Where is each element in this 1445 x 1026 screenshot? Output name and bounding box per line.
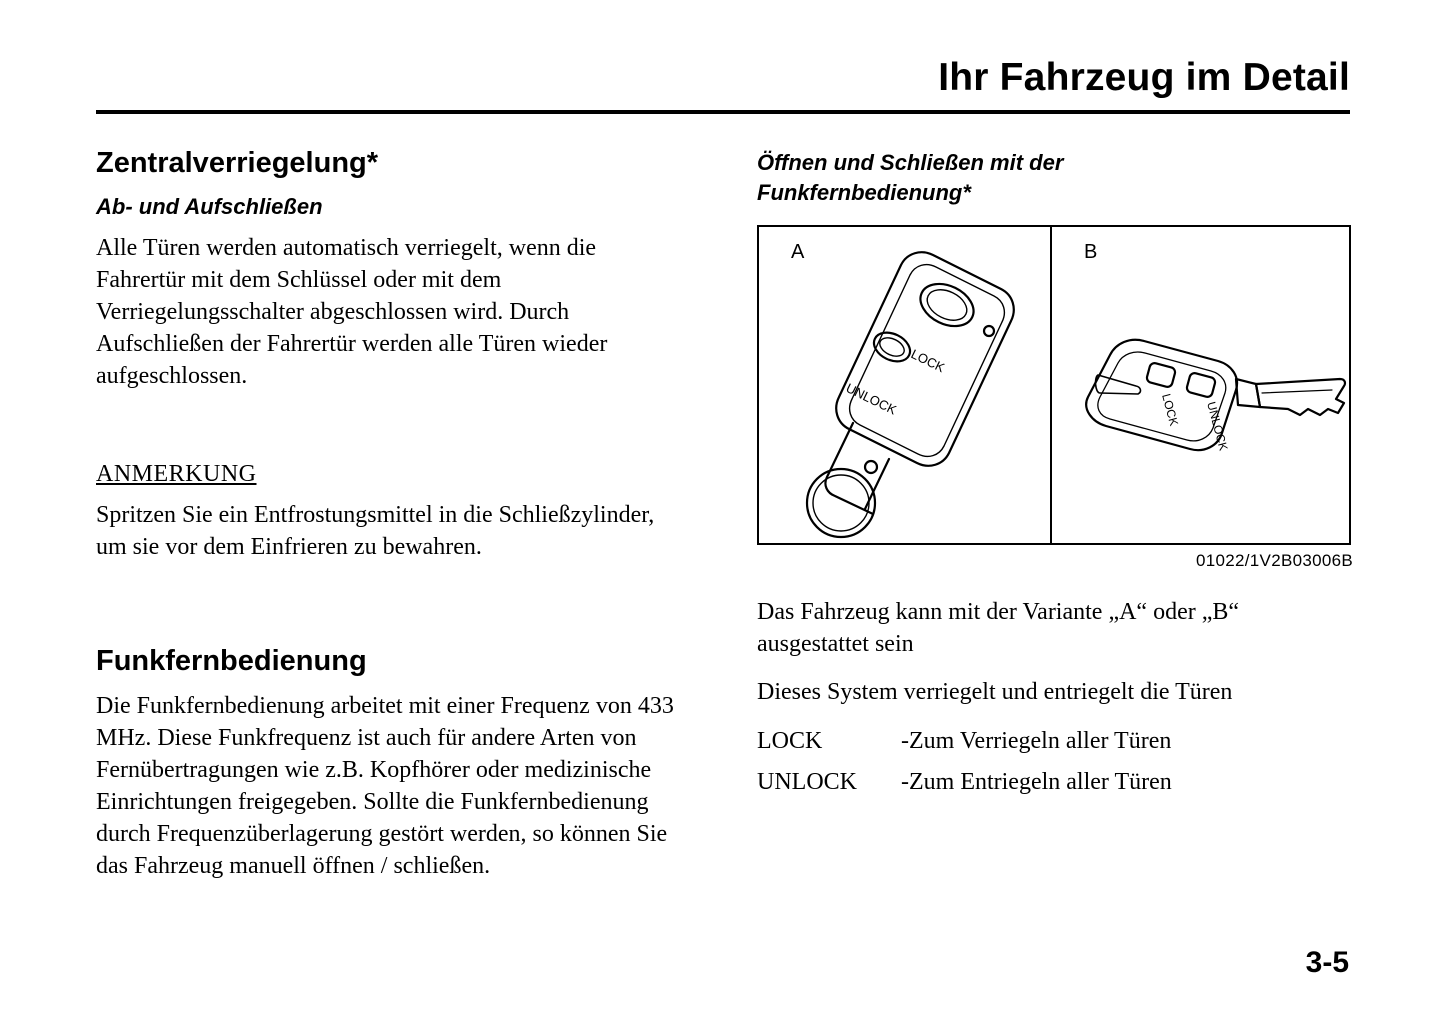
spacer <box>96 580 686 646</box>
key-fob-variant-a-illustration <box>761 227 1051 543</box>
figure-label-a: A <box>791 241 805 264</box>
spacer <box>96 409 686 461</box>
fob-a-unlock-label: UNLOCK <box>843 380 899 418</box>
paragraph-variants: Das Fahrzeug kann mit der Variante „A“ oder „B“ ausgestattet sein <box>757 599 1240 658</box>
subsection-title-locking-unlocking: Ab- und Aufschließen <box>96 193 323 219</box>
key-fob-variant-b-illustration <box>1052 227 1350 543</box>
definition-term-lock: LOCK <box>757 728 823 755</box>
key-fob-figure <box>757 225 1351 545</box>
definition-desc-lock: -Zum Verriegeln aller Türen <box>901 728 1172 755</box>
definition-desc-unlock: -Zum Entriegeln aller Türen <box>901 769 1172 796</box>
right-column <box>757 148 1353 808</box>
paragraph-central-locking: Alle Türen werden automatisch verriegelt, wenn die Fahrertür mit dem Schlüssel oder mit dem Verriegelungsschalter abgeschlossen wird. Durch Aufschließen der Fahrertür werden alle Türen wieder aufgeschlossen. <box>96 235 608 389</box>
figure-label-b: B <box>1084 241 1098 264</box>
definition-row-lock <box>757 725 1353 757</box>
subsection-title-remote-line1: Öffnen und Schließen mit der <box>757 150 1064 175</box>
section-title-remote-control: Funkfernbedienung <box>96 644 367 677</box>
definition-term-unlock: UNLOCK <box>757 769 857 796</box>
note-paragraph: Spritzen Sie ein Entfrostungsmittel in die Schließzylinder, um sie vor dem Einfrieren zu bewahren. <box>96 501 655 560</box>
note-heading: ANMERKUNG <box>96 460 257 487</box>
definition-row-unlock <box>757 766 1353 798</box>
page-number: 3-5 <box>1305 946 1349 979</box>
paragraph-system-function: Dieses System verriegelt und entriegelt die Türen <box>757 679 1233 706</box>
subsection-title-remote-line2: Funkfernbedienung* <box>757 179 971 205</box>
paragraph-remote-control: Die Funkfernbedienung arbeitet mit einer Frequenz von 433 MHz. Diese Funkfrequenz ist auch für andere Arten von Fernübertragungen wie z.B. Kopfhörer oder medizinische Einrichtungen freigegeben. Sollte die Funkfernbedienung durch Frequenzüberlagerung gestört werden, so können Sie das Fahrzeug manuell öffnen / schließen. <box>96 693 674 879</box>
page-header <box>96 58 1350 114</box>
fob-a-lock-label: LOCK <box>908 346 948 376</box>
section-title-central-locking: Zentralverriegelung* <box>96 147 379 179</box>
figure-caption: 01022/1V2B03006B <box>1196 551 1353 571</box>
header-divider <box>96 110 1350 114</box>
spacer <box>757 571 1353 597</box>
fob-b-lock-label: LOCK <box>1159 392 1182 428</box>
page-title: Ihr Fahrzeug im Detail <box>938 56 1350 99</box>
left-column <box>96 148 686 899</box>
fob-b-unlock-label: UNLOCK <box>1204 400 1231 453</box>
